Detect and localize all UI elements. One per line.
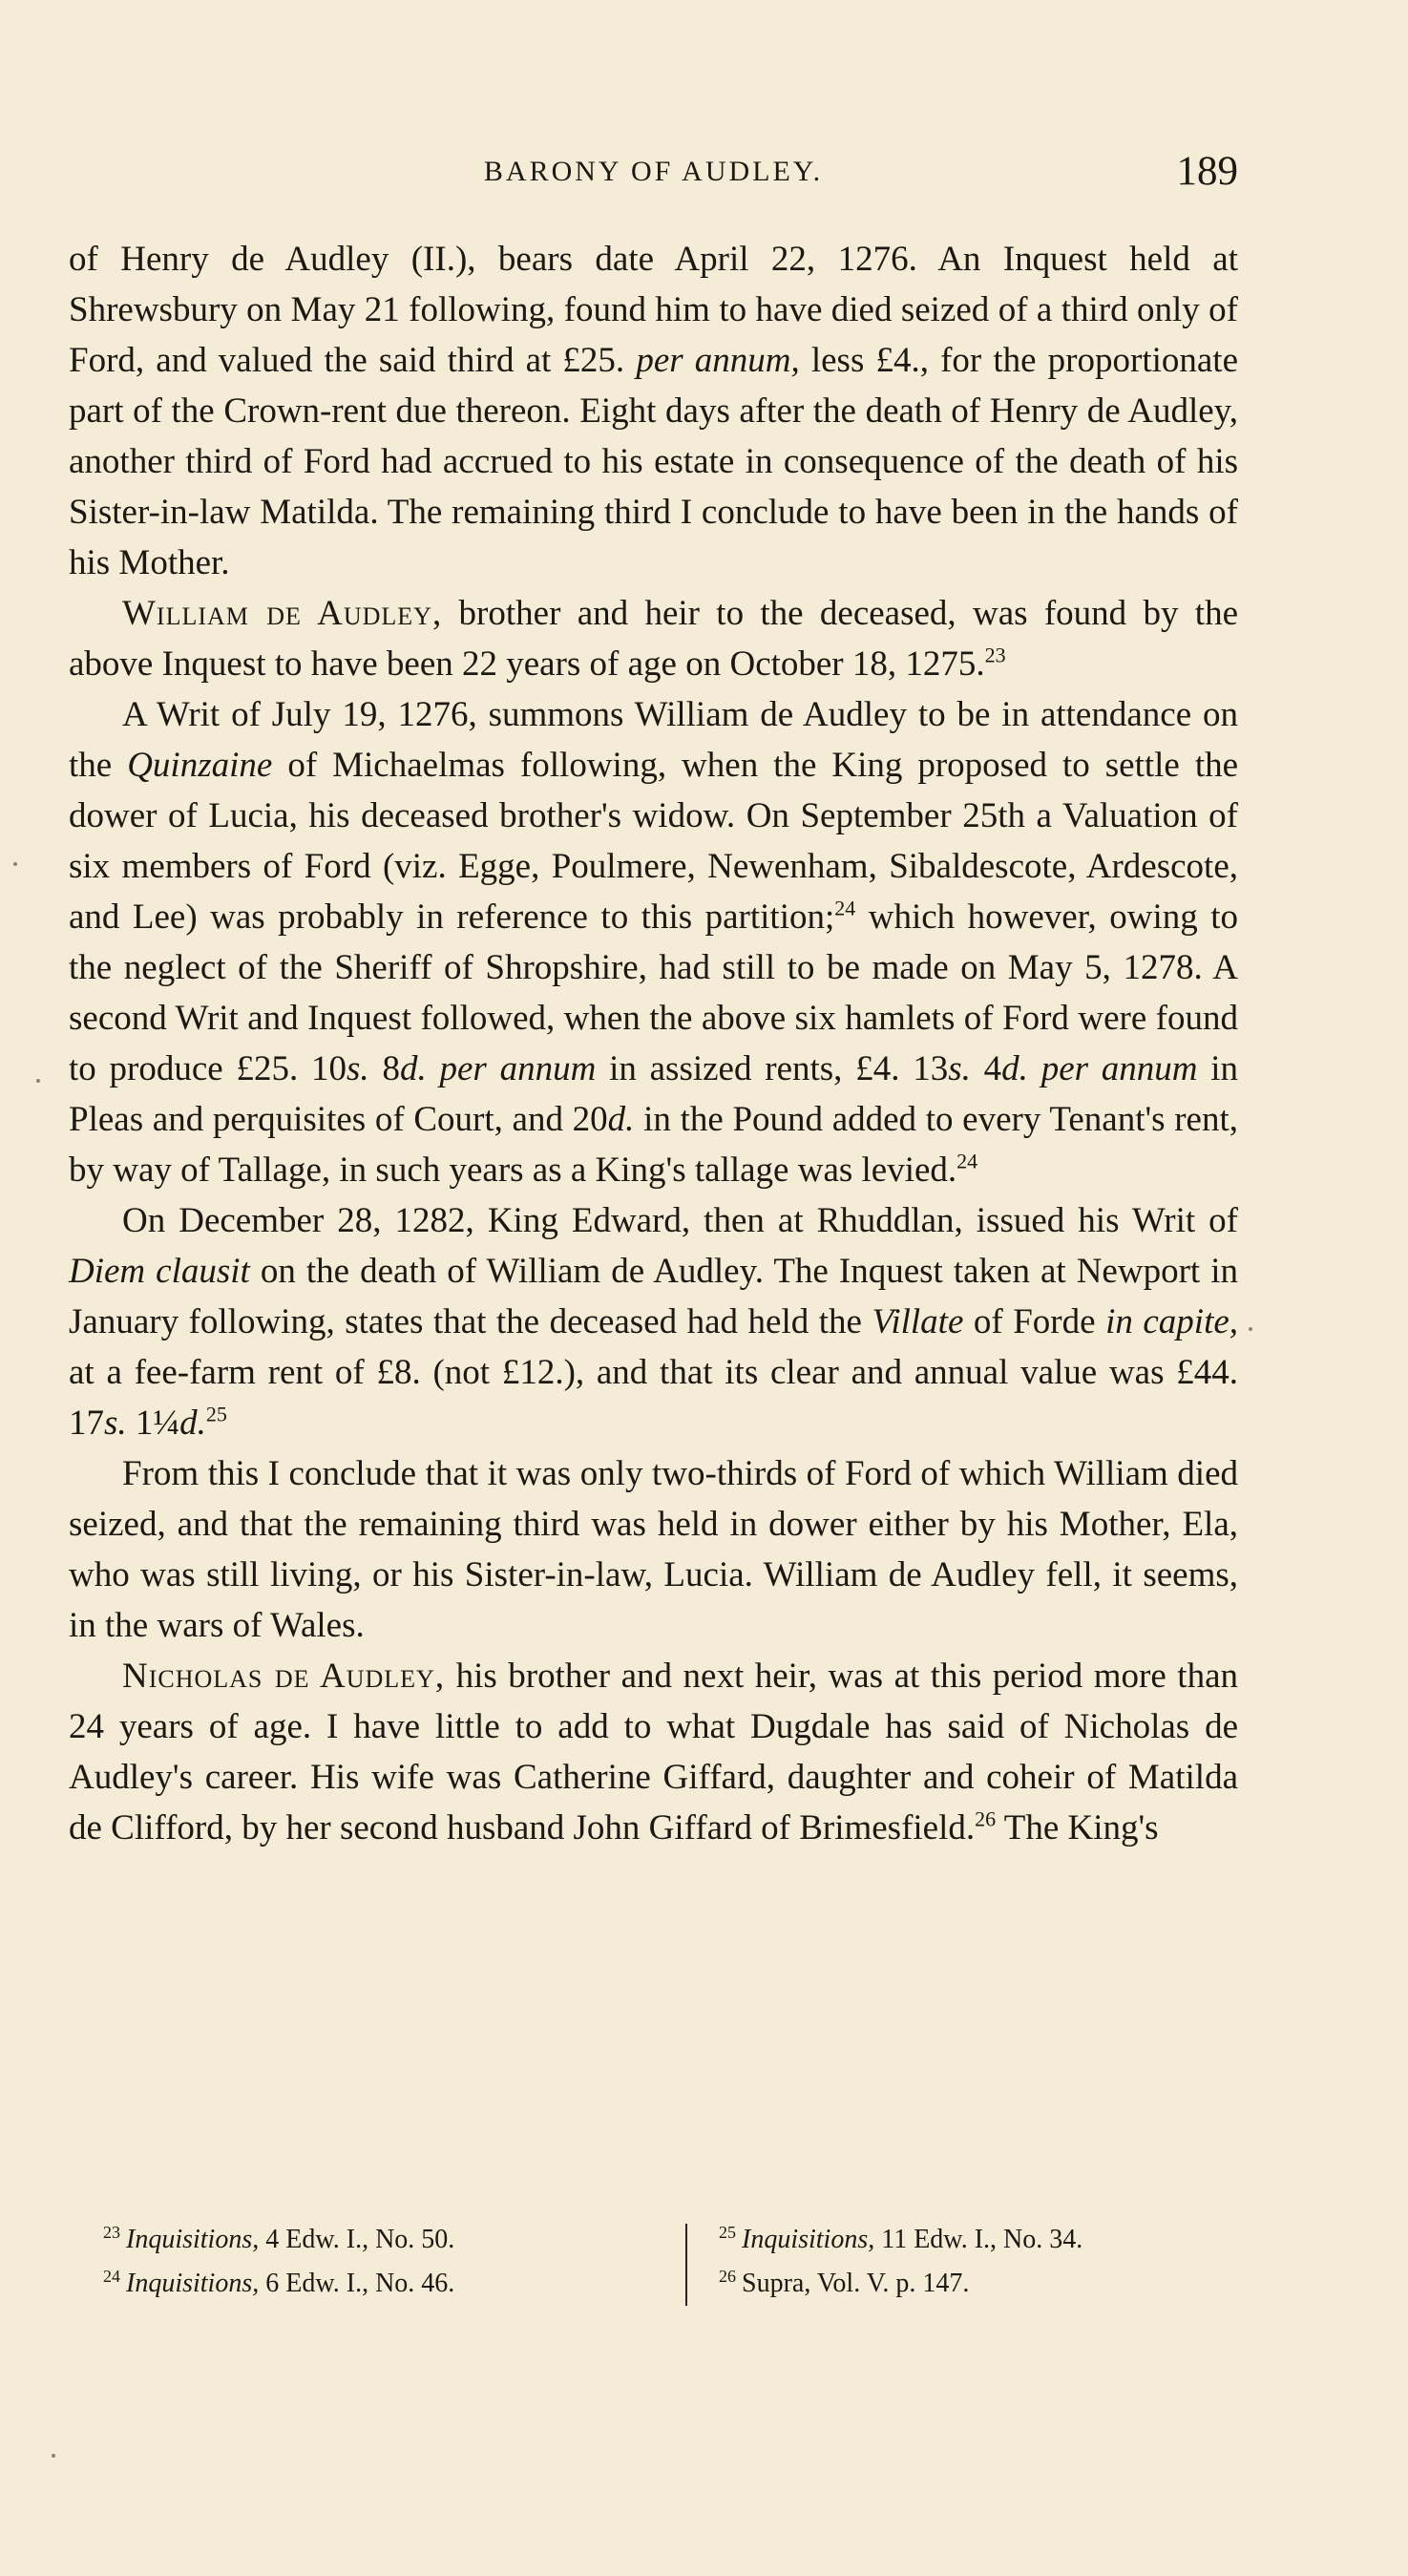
- paragraph-4-text-c: of Forde: [973, 1302, 1096, 1341]
- paragraph-6-text-a: his brother and next heir, was at this period more than 24 years of age. I have little to add to what Dugdale has said of Nicholas de Audley's career. His wife was Catherine Giffard, daughter and coheir of Matilda de Clifford, by her second husband John Giffard of Brimesfield.: [69, 1657, 1238, 1848]
- footnote-title: Inquisitions,: [742, 2225, 875, 2254]
- paragraph-1-text: of Henry de Audley (II.), bears date April 22, 1276. An Inquest held at Shrewsbury on May 21 following, found him to have died seized of a third only of Ford, and valued the said third at £25.: [69, 240, 1238, 380]
- paragraph-4-text-d: at a fee-farm rent of £8. (not £12.), and that its clear and annual value was £44. 17: [69, 1353, 1238, 1443]
- footnote-number: 25: [719, 2222, 736, 2242]
- footnote-ref-text: Supra, Vol. V. p. 147.: [742, 2269, 970, 2298]
- footnote-25: [719, 2218, 1239, 2262]
- paragraph-4: [69, 1195, 1238, 1448]
- footnote-divider: [685, 2224, 687, 2306]
- footnote-ref: 24: [834, 896, 856, 920]
- italic-unit: d.: [1001, 1049, 1028, 1088]
- footnote-ref: 26: [975, 1806, 997, 1831]
- footnote-26: [719, 2262, 1239, 2306]
- footnote-24: [103, 2262, 652, 2306]
- footnote-number: 26: [719, 2266, 736, 2286]
- footnote-ref: 24: [956, 1149, 978, 1173]
- paragraph-6: [69, 1651, 1238, 1853]
- italic-phrase: per annum: [1040, 1049, 1198, 1088]
- footnotes-left-column: [103, 2218, 652, 2306]
- person-name: William de Audley,: [122, 594, 443, 633]
- body-text: [69, 234, 1238, 1853]
- footnote-ref-text: 6 Edw. I., No. 46.: [265, 2269, 455, 2298]
- footnote-title: Inquisitions,: [126, 2225, 260, 2254]
- paragraph-4-text-b: on the death of William de Audley. The Inquest taken at Newport in January following, states that the deceased had held the: [69, 1252, 1238, 1341]
- paragraph-3-text-c: which however, owing to the neglect of the Sheriff of Shropshire, had still to be made on May 5, 1278. A second Writ and Inquest followed, when the above six hamlets of Ford were found to produce £25. 10: [69, 897, 1239, 1088]
- amount-number: 1¼: [135, 1404, 180, 1443]
- paragraph-1-tail: less £4., for the proportionate part of the Crown-rent due thereon. Eight days after the death of Henry de Audley, another third of Ford had accrued to his estate in consequence of the death of his Sister-in-law Matilda. The remaining third I conclude to have been in the hands of his Mother.: [69, 341, 1239, 582]
- italic-phrase: Quinzaine: [127, 746, 273, 785]
- footnote-title: Inquisitions,: [126, 2269, 260, 2298]
- footnote-ref-text: 4 Edw. I., No. 50.: [265, 2225, 455, 2254]
- italic-unit: s.: [948, 1049, 971, 1088]
- paragraph-3-text-f: in the Pound added to every Tenant's rent, by way of Tallage, in such years as a King's tallage was levied.: [69, 1100, 1239, 1190]
- italic-unit: d.: [179, 1404, 206, 1443]
- paragraph-1: [69, 234, 1238, 588]
- paragraph-2: [69, 588, 1238, 689]
- footnote-23: [103, 2218, 652, 2262]
- paragraph-5-text: From this I conclude that it was only two-thirds of Ford of which William died seized, and that the remaining third was held in dower either by his Mother, Ela, who was still living, or his Sister-in-law, Lucia. William de Audley fell, it seems, in the wars of Wales.: [69, 1454, 1238, 1645]
- amount-number: 4: [983, 1049, 1002, 1088]
- footnote-ref-text: 11 Edw. I., No. 34.: [881, 2225, 1083, 2254]
- footnote-number: 23: [103, 2222, 120, 2242]
- italic-phrase: Diem clausit: [69, 1252, 250, 1291]
- paragraph-4-text-a: On December 28, 1282, King Edward, then at Rhuddlan, issued his Writ of: [122, 1201, 1238, 1240]
- paragraph-3-text-d: in assized rents, £4. 13: [609, 1049, 949, 1088]
- paper-speck: [36, 1079, 40, 1083]
- footnotes-right-column: [719, 2218, 1239, 2306]
- paper-speck: [13, 862, 17, 866]
- paragraph-3-text-b: of Michaelmas following, when the King proposed to settle the dower of Lucia, his deceased brother's widow. On September 25th a Valuation of six members of Ford (viz. Egge, Poulmere, Newenham, Sibaldescote, Ardescote, and Lee) was probably in reference to this partition;: [69, 746, 1239, 937]
- italic-phrase: per annum,: [636, 341, 800, 380]
- paragraph-6-text-b: The King's: [1003, 1808, 1159, 1848]
- paragraph-5: [69, 1448, 1238, 1651]
- italic-unit: s.: [347, 1049, 369, 1088]
- footnote-ref: 25: [205, 1402, 227, 1426]
- footnote-number: 24: [103, 2266, 120, 2286]
- amount-number: 8: [382, 1049, 400, 1088]
- page-header: [69, 148, 1238, 205]
- italic-phrase: in capite,: [1105, 1302, 1239, 1341]
- italic-phrase: per annum: [439, 1049, 597, 1088]
- paragraph-3-text-a: A Writ of July 19, 1276, summons William de Audley to be in attendance on the: [69, 695, 1238, 785]
- person-name: Nicholas de Audley,: [122, 1657, 446, 1696]
- paragraph-3-text-e: in Pleas and perquisites of Court, and 20: [69, 1049, 1239, 1139]
- running-title: BARONY OF AUDLEY.: [483, 156, 824, 187]
- page-number: 189: [1176, 149, 1238, 194]
- italic-phrase: Villate: [872, 1302, 964, 1341]
- italic-unit: d.: [399, 1049, 427, 1088]
- italic-unit: s.: [104, 1404, 127, 1443]
- paragraph-3: [69, 689, 1238, 1195]
- paragraph-2-text: brother and heir to the deceased, was found by the above Inquest to have been 22 years of age on October 18, 1275.: [69, 594, 1239, 684]
- italic-unit: d.: [607, 1100, 635, 1139]
- footnote-ref: 23: [984, 643, 1006, 667]
- paper-speck: [52, 2454, 55, 2458]
- paper-speck: [1249, 1327, 1252, 1331]
